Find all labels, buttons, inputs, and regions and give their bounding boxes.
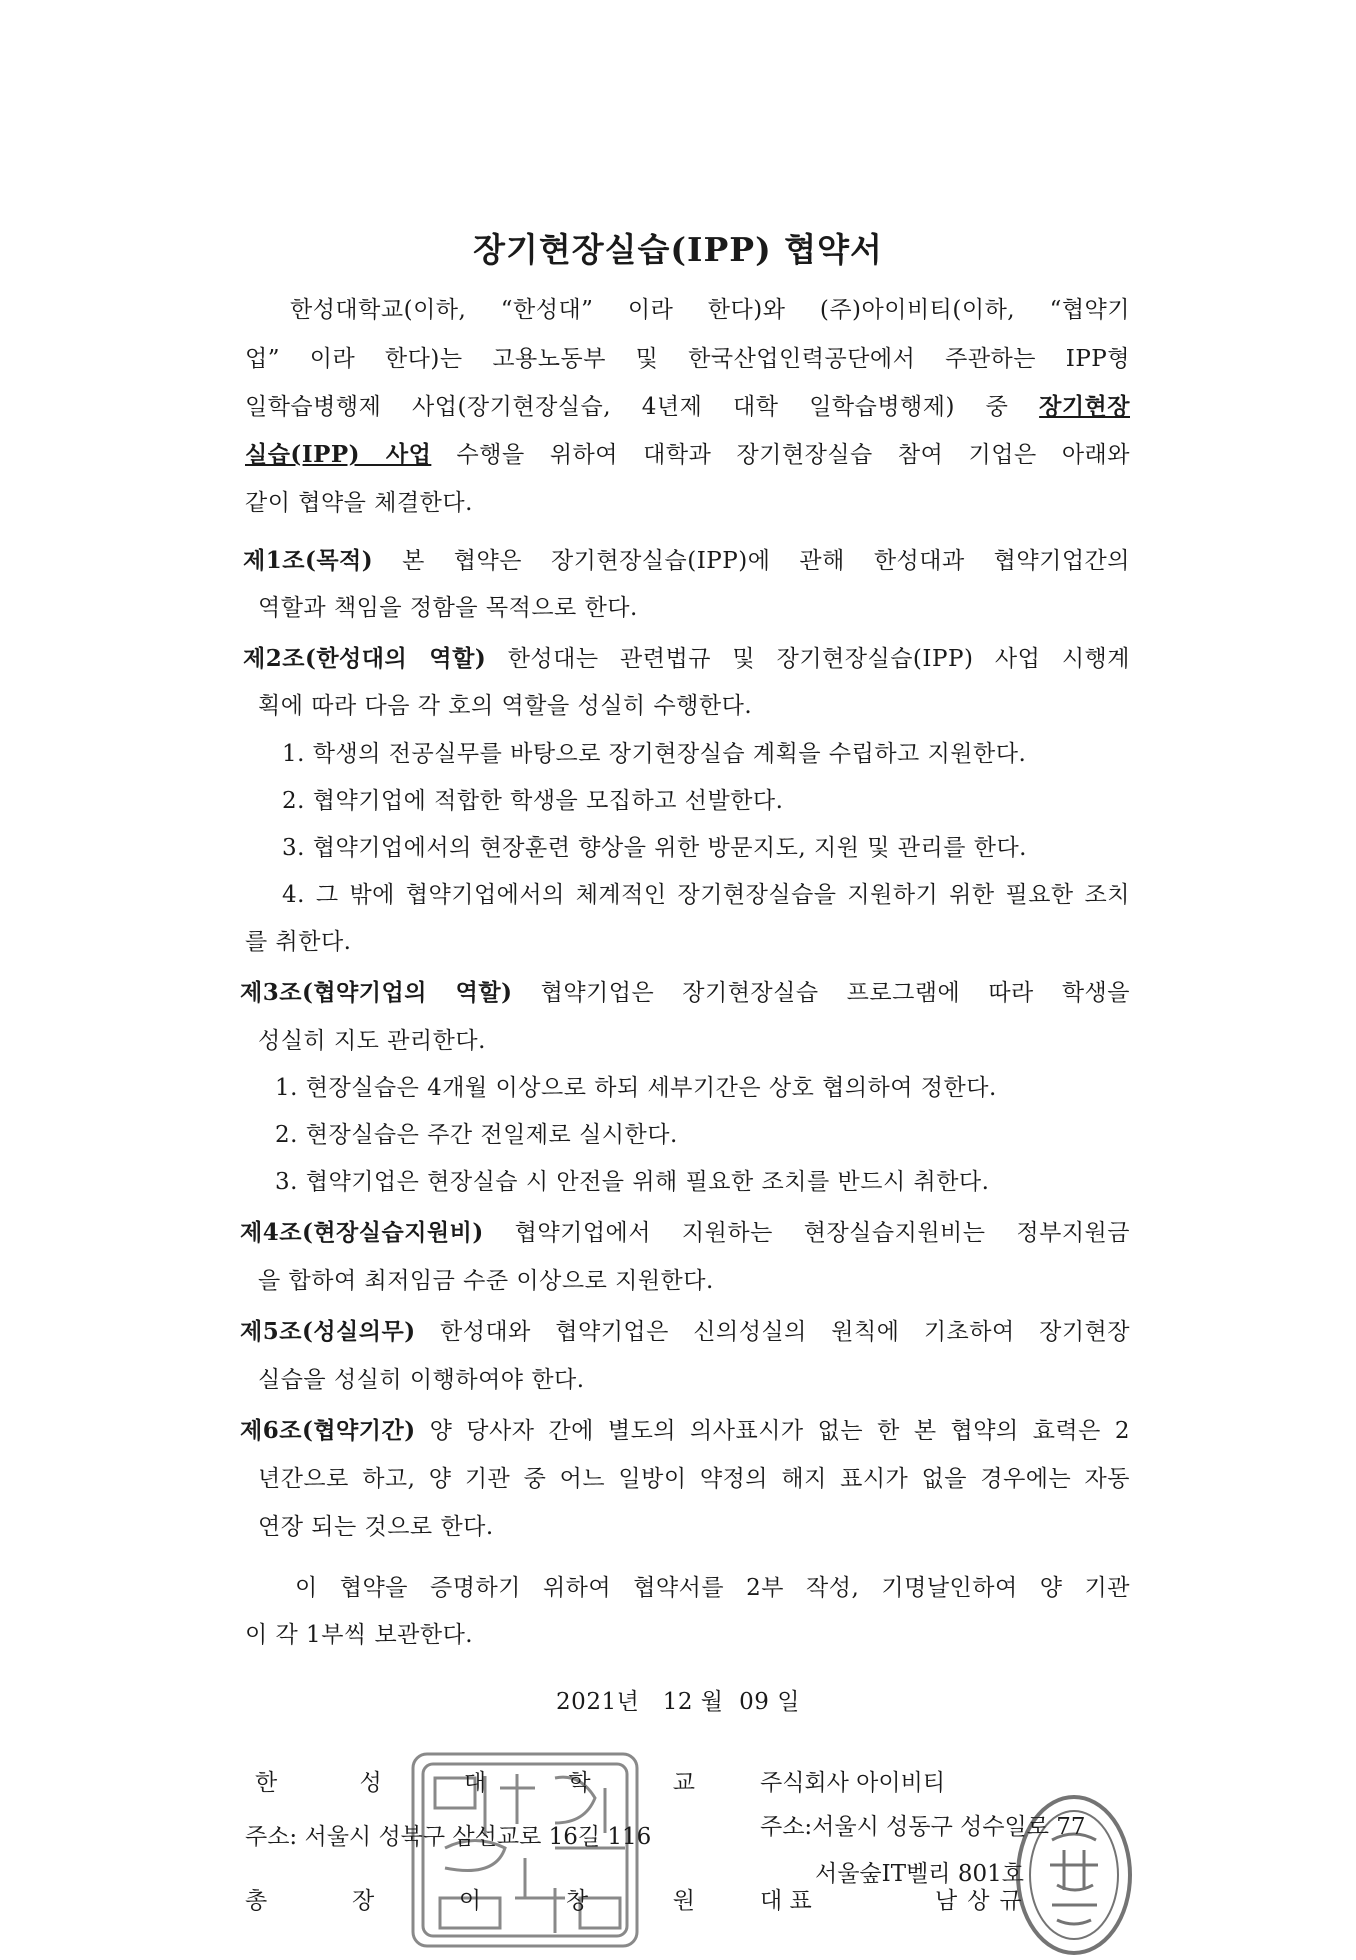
article-5-line-1 bbox=[240, 1313, 1130, 1346]
article-1-line-1 bbox=[243, 542, 1130, 575]
closing-line-1: 이 협약을 증명하기 위하여 협약서를 2부 작성, 기명날인하여 양 기관 bbox=[295, 1575, 1130, 1601]
university-president-char: 장 bbox=[351, 1888, 375, 1914]
closing-line-2: 이 각 1부씩 보관한다. bbox=[245, 1622, 474, 1648]
intro-emphasis-1: 장기현장 bbox=[1039, 393, 1130, 420]
university-name-char: 교 bbox=[672, 1770, 695, 1796]
university-name-char: 학 bbox=[568, 1770, 591, 1796]
article-2-line-1 bbox=[243, 640, 1130, 673]
article-5-text: 한성대와 협약기업은 신의성실의 원칙에 기초하여 장기현장 bbox=[415, 1319, 1130, 1345]
article-6-heading: 제6조(협약기간) bbox=[240, 1417, 416, 1444]
article-6-line-1 bbox=[240, 1412, 1130, 1445]
agreement-date: 2021년 12 월 09 일 bbox=[556, 1689, 800, 1715]
intro-line-1: 한성대학교(이하, “한성대” 이라 한다)와 (주)아이비티(이하, “협약기 bbox=[290, 297, 1130, 323]
intro-emphasis-2: 실습(IPP) 사업 bbox=[245, 441, 432, 468]
article-4-line-2: 을 합하여 최저임금 수준 이상으로 지원한다. bbox=[258, 1268, 714, 1294]
university-name-char: 성 bbox=[359, 1770, 382, 1796]
article-4-heading: 제4조(현장실습지원비) bbox=[240, 1219, 484, 1246]
university-name-char: 한 bbox=[255, 1770, 278, 1796]
intro-line-4-text: 수행을 위하여 대학과 장기현장실습 참여 기업은 아래와 bbox=[431, 442, 1130, 468]
article-5-line-2: 실습을 성실히 이행하여야 한다. bbox=[258, 1367, 585, 1393]
university-president-char: 총 bbox=[245, 1888, 268, 1914]
article-3-item-2: 2. 현장실습은 주간 전일제로 실시한다. bbox=[275, 1122, 678, 1148]
document-title: 장기현장실습(IPP) 협약서 bbox=[473, 230, 883, 269]
university-president bbox=[245, 1882, 695, 1915]
intro-line-3 bbox=[245, 388, 1130, 421]
article-4-text: 협약기업에서 지원하는 현장실습지원비는 정부지원금 bbox=[483, 1220, 1130, 1246]
university-name-char: 대 bbox=[463, 1770, 487, 1796]
university-president-char: 원 bbox=[672, 1888, 695, 1914]
article-3-line-1 bbox=[240, 974, 1130, 1007]
intro-line-5: 같이 협약을 체결한다. bbox=[245, 490, 473, 516]
university-address: 주소: 서울시 성북구 삼선교로 16길 116 bbox=[245, 1824, 652, 1850]
article-6-line-2: 년간으로 하고, 양 기관 중 어느 일방이 약정의 해지 표시가 없을 경우에는 자동 bbox=[258, 1466, 1130, 1492]
article-2-text: 한성대는 관련법규 및 장기현장실습(IPP) 사업 시행계 bbox=[486, 646, 1130, 672]
university-name bbox=[255, 1764, 695, 1797]
article-2-heading: 제2조(한성대의 역할) bbox=[243, 645, 487, 672]
article-1-line-2: 역할과 책임을 정함을 목적으로 한다. bbox=[258, 595, 638, 621]
article-3-text: 협약기업은 장기현장실습 프로그램에 따라 학생을 bbox=[512, 980, 1130, 1006]
article-3-item-1: 1. 현장실습은 4개월 이상으로 하되 세부기간은 상호 협의하여 정한다. bbox=[275, 1075, 997, 1101]
article-2-item-3: 3. 협약기업에서의 현장훈련 향상을 위한 방문지도, 지원 및 관리를 한다. bbox=[282, 835, 1027, 861]
article-5-heading: 제5조(성실의무) bbox=[240, 1318, 416, 1345]
article-2-item-4: 4. 그 밖에 협약기업에서의 체계적인 장기현장실습을 지원하기 위한 필요한 조치 bbox=[282, 882, 1130, 908]
intro-line-3-text: 일학습병행제 사업(장기현장실습, 4년제 대학 일학습병행제) 중 bbox=[245, 394, 1040, 420]
article-4-line-1 bbox=[240, 1214, 1130, 1247]
intro-line-4 bbox=[245, 436, 1130, 469]
article-3-heading: 제3조(협약기업의 역할) bbox=[240, 979, 513, 1006]
article-2-item-1: 1. 학생의 전공실무를 바탕으로 장기현장실습 계획을 수립하고 지원한다. bbox=[282, 741, 1027, 767]
article-3-item-3: 3. 협약기업은 현장실습 시 안전을 위해 필요한 조치를 반드시 취한다. bbox=[275, 1169, 990, 1195]
company-rep-title: 대 표 bbox=[760, 1888, 812, 1914]
article-6-line-3: 연장 되는 것으로 한다. bbox=[258, 1514, 494, 1540]
article-2-item-4-cont: 를 취한다. bbox=[245, 929, 352, 955]
intro-line-2: 업” 이라 한다)는 고용노동부 및 한국산업인력공단에서 주관하는 IPP형 bbox=[245, 346, 1130, 372]
company-address-line-1: 주소:서울시 성동구 성수일로 77 bbox=[760, 1814, 1086, 1840]
article-1-heading: 제1조(목적) bbox=[243, 547, 374, 574]
university-president-char: 창 bbox=[565, 1888, 589, 1914]
article-3-line-2: 성실히 지도 관리한다. bbox=[258, 1028, 486, 1054]
article-1-text: 본 협약은 장기현장실습(IPP)에 관해 한성대과 협약기업간의 bbox=[373, 548, 1130, 574]
article-2-item-2: 2. 협약기업에 적합한 학생을 모집하고 선발한다. bbox=[282, 788, 784, 814]
article-2-line-2: 획에 따라 다음 각 호의 역할을 성실히 수행한다. bbox=[258, 693, 753, 719]
company-name: 주식회사 아이비티 bbox=[760, 1770, 946, 1796]
company-address-line-2: 서울숲IT벨리 801호 bbox=[815, 1861, 1024, 1887]
university-president-char: 이 bbox=[458, 1888, 482, 1914]
article-6-text: 양 당사자 간에 별도의 의사표시가 없는 한 본 협약의 효력은 2 bbox=[415, 1418, 1130, 1444]
company-rep-name: 남상규 bbox=[935, 1888, 1032, 1914]
